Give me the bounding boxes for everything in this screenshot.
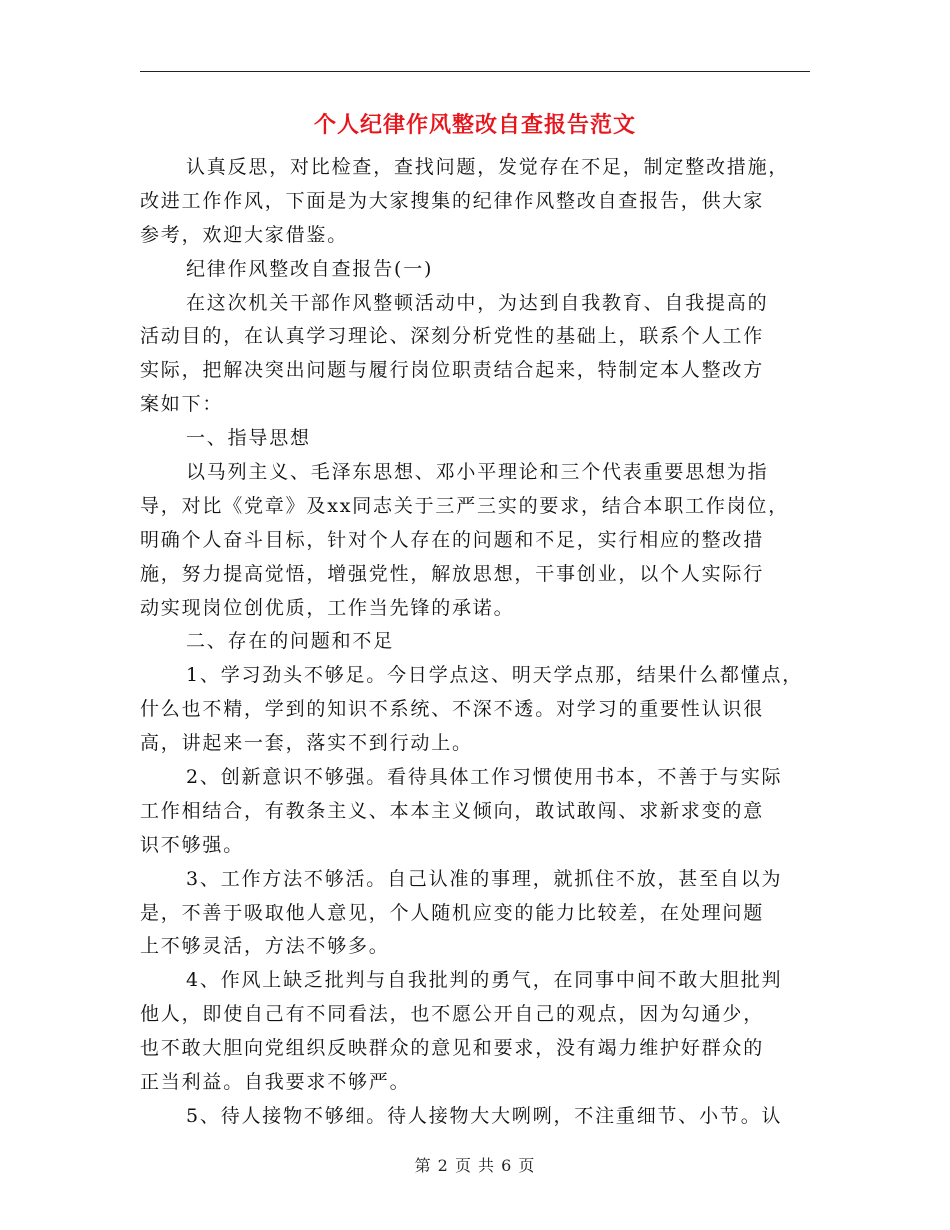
- text-line: 在这次机关干部作风整顿活动中，为达到自我教育、自我提高的: [186, 291, 769, 314]
- page-footer: 第 2 页 共 6 页: [414, 1156, 536, 1175]
- text-line: 工作相结合，有教条主义、本本主义倾向，敢试敢闯、求新求变的意: [140, 799, 765, 822]
- text-line: 导，对比《党章》及xx同志关于三严三实的要求，结合本职工作岗位，: [140, 494, 790, 517]
- text-line: 认真反思，对比检查，查找问题，发觉存在不足，制定整改措施，: [186, 156, 790, 178]
- text-line: 活动目的，在认真学习理论、深刻分析党性的基础上，联系个人工作: [140, 325, 765, 348]
- text-line: 施，努力提高觉悟，增强党性，解放思想，干事创业，以个人实际行: [140, 562, 765, 585]
- text-line: 明确个人奋斗目标，针对个人存在的问题和不足，实行相应的整改措: [140, 528, 765, 551]
- text-line: 3、工作方法不够活。自己认准的事理，就抓住不放，甚至自以为: [186, 867, 783, 890]
- text-line: 上不够灵活，方法不够多。: [140, 935, 390, 958]
- text-line: 高，讲起来一套，落实不到行动上。: [140, 732, 473, 755]
- text-line: 二、存在的问题和不足: [186, 630, 395, 653]
- text-line: 案如下：: [140, 393, 224, 416]
- text-line: 4、作风上缺乏批判与自我批判的勇气，在同事中间不敢大胆批判: [186, 969, 783, 992]
- text-line: 什么也不精，学到的知识不系统、不深不透。对学习的重要性认识很: [140, 698, 765, 721]
- text-line: 改进工作作风，下面是为大家搜集的纪律作风整改自查报告，供大家: [140, 189, 765, 212]
- header-rule: [140, 71, 810, 72]
- document-body: [140, 151, 820, 1134]
- text-line: 一、指导思想: [186, 427, 311, 450]
- text-line: 2、创新意识不够强。看待具体工作习惯使用书本，不善于与实际: [186, 766, 783, 789]
- text-line: 动实现岗位创优质，工作当先锋的承诺。: [140, 596, 515, 619]
- text-line: 以马列主义、毛泽东思想、邓小平理论和三个代表重要思想为指: [186, 461, 769, 484]
- text-line: 纪律作风整改自查报告(一): [186, 257, 434, 280]
- text-line: 正当利益。自我要求不够严。: [140, 1071, 411, 1094]
- text-line: 参考，欢迎大家借鉴。: [140, 223, 349, 246]
- text-line: 识不够强。: [140, 833, 245, 856]
- text-line: 也不敢大胆向党组织反映群众的意见和要求，没有竭力维护好群众的: [140, 1037, 765, 1060]
- text-line: 实际，把解决突出问题与履行岗位职责结合起来，特制定本人整改方: [140, 359, 765, 382]
- text-line: 他人，即使自己有不同看法，也不愿公开自己的观点，因为勾通少，: [140, 1003, 765, 1026]
- text-line: 1、学习劲头不够足。今日学点这、明天学点那，结果什么都懂点，: [186, 664, 804, 687]
- text-line: 5、待人接物不够细。待人接物大大咧咧，不注重细节、小节。认: [186, 1104, 783, 1127]
- text-line: 是，不善于吸取他人意见，个人随机应变的能力比较差，在处理问题: [140, 901, 765, 924]
- document-title: 个人纪律作风整改自查报告范文: [313, 112, 636, 138]
